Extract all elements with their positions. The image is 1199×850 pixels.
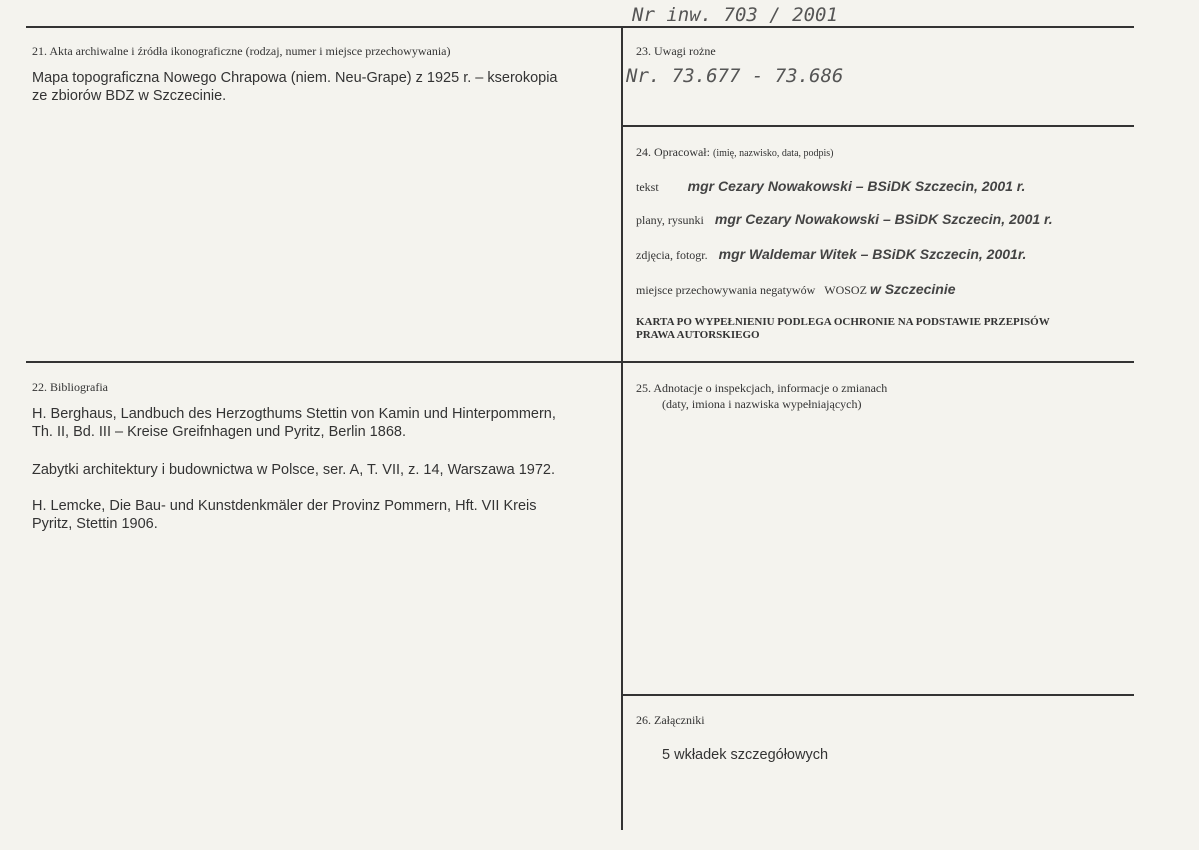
column-divider (621, 26, 623, 830)
middle-border-left (26, 361, 622, 363)
sec24-plany-value: mgr Cezary Nowakowski – BSiDK Szczecin, 2001 r. (714, 211, 1053, 227)
sec24-title-hint: (imię, nazwisko, data, podpis) (712, 148, 834, 159)
sec24-zdjecia-value: mgr Waldemar Witek – BSiDK Szczecin, 2001r. (718, 246, 1027, 262)
sec26-title: 26. Załączniki (636, 713, 705, 727)
sec24-header (636, 145, 834, 160)
sec24-tekst-row (636, 178, 1025, 195)
sec21-line1: Mapa topograficzna Nowego Chrapowa (niem. Neu-Grape) z 1925 r. – kserokopia (32, 70, 558, 86)
middle-border-right (622, 361, 1134, 363)
sec25-title: 25. Adnotacje o inspekcjach, informacje o zmianach (636, 381, 888, 395)
sec24-note-line1: KARTA PO WYPEŁNIENIU PODLEGA OCHRONIE NA PODSTAWIE PRZEPISÓW (636, 316, 1050, 328)
sec24-plany-label: plany, rysunki (636, 213, 704, 227)
sec24-tekst-value: mgr Cezary Nowakowski – BSiDK Szczecin, 2001 r. (687, 178, 1026, 194)
sec24-note-line2: PRAWA AUTORSKIEGO (636, 329, 760, 341)
bibliography-entry-1-line1: H. Berghaus, Landbuch des Herzogthums Stettin von Kamin und Hinterpommern, (32, 406, 556, 422)
sec24-miejsce-label: miejsce przechowywania negatywów (636, 283, 816, 297)
bibliography-entry-3-line2: Pyritz, Stettin 1906. (32, 516, 158, 532)
sec24-copyright-note (636, 316, 1136, 342)
bibliography-entry-2: Zabytki architektury i budownictwa w Polsce, ser. A, T. VII, z. 14, Warszawa 1972. (32, 462, 556, 478)
sec24-miejsce-row (636, 281, 956, 298)
sec23-handwritten: Nr. 73.677 - 73.686 (626, 65, 844, 87)
sec25-subtitle: (daty, imiona i nazwiska wypełniających) (662, 397, 862, 411)
sec22-title: 22. Bibliografia (32, 380, 108, 394)
sec24-title: 24. Opracował: (636, 145, 710, 159)
sec26-value: 5 wkładek szczegółowych (662, 747, 829, 763)
bibliography-entry-3-line1: H. Lemcke, Die Bau- und Kunstdenkmäler der Provinz Pommern, Hft. VII Kreis (32, 498, 537, 514)
inventory-note: Nr inw. 703 / 2001 (632, 4, 838, 26)
sec23-bottom-border (622, 125, 1134, 127)
bibliography-entry-1-line2: Th. II, Bd. III – Kreise Greifnhagen und Pyritz, Berlin 1868. (32, 424, 406, 440)
sec24-zdjecia-row (636, 246, 1026, 263)
sec24-tekst-label: tekst (636, 180, 659, 194)
sec24-miejsce-org: WOSOZ (824, 283, 867, 297)
sec21-line2: ze zbiorów BDZ w Szczecinie. (32, 88, 227, 104)
sec24-zdjecia-label: zdjęcia, fotogr. (636, 248, 708, 262)
top-border (26, 26, 1134, 28)
sec23-title: 23. Uwagi rożne (636, 44, 716, 58)
sec24-miejsce-city: w Szczecinie (869, 281, 956, 297)
sec21-title: 21. Akta archiwalne i źródła ikonograficzne (rodzaj, numer i miejsce przechowywania) (32, 44, 451, 58)
sec25-bottom-border (622, 694, 1134, 696)
sec24-plany-row (636, 211, 1053, 228)
